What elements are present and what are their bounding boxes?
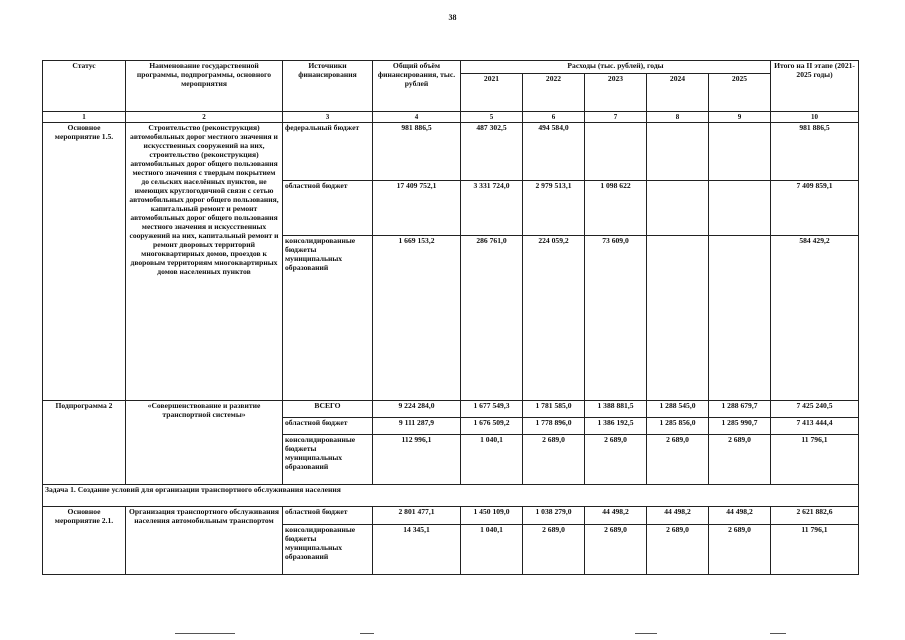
- header-status: Статус: [43, 61, 126, 112]
- cell-year: 44 498,2: [709, 507, 771, 525]
- cell-result: 2 621 882,6: [771, 507, 859, 525]
- cell-year: 2 689,0: [647, 435, 709, 485]
- cell-year: 224 059,2: [523, 236, 585, 401]
- header-year: 2021: [461, 74, 523, 112]
- column-number: 6: [523, 112, 585, 123]
- cell-year: 44 498,2: [647, 507, 709, 525]
- cell-year: 2 689,0: [647, 525, 709, 575]
- cell-year: 3 331 724,0: [461, 181, 523, 236]
- row-source: консолидированные бюджеты муниципальных образований: [283, 435, 373, 485]
- cell-result: 981 886,5: [771, 123, 859, 181]
- cell-total: 9 111 287,9: [373, 418, 461, 435]
- column-number: 9: [709, 112, 771, 123]
- cell-year: 2 689,0: [585, 435, 647, 485]
- cell-total: 981 886,5: [373, 123, 461, 181]
- header-year: 2022: [523, 74, 585, 112]
- cell-year: 494 584,0: [523, 123, 585, 181]
- cell-result: 11 796,1: [771, 435, 859, 485]
- cell-year: 1 285 856,0: [647, 418, 709, 435]
- cell-year: [647, 123, 709, 181]
- table-row: [43, 401, 859, 418]
- cell-result: 11 796,1: [771, 525, 859, 575]
- row-name: Строительство (реконструкция) автомобильных дорог местного значения и искусственных сооружений на них, строительство (реконструкция) автомобильных дорог общего пользования местного значения с твердым покрытием до сельских населённых пунктов, не имеющих круглогодичной связи с сетью автомобильных дорог общего пользования, капитальный ремонт и ремонт автомобильных дорог общего пользования местного значения и искусственных сооружений на них, капитальный ремонт и ремонт дворовых территорий многоквартирных домов, проездов к дворовым территориям многоквартирных домов населенных пунктов: [126, 123, 283, 401]
- header-year: 2025: [709, 74, 771, 112]
- cell-result: 584 429,2: [771, 236, 859, 401]
- cell-year: 2 689,0: [523, 525, 585, 575]
- header-result: Итого на II этапе (2021-2025 годы): [771, 61, 859, 112]
- row-source: консолидированные бюджеты муниципальных образований: [283, 236, 373, 401]
- cell-year: [709, 236, 771, 401]
- cell-result: 7 425 240,5: [771, 401, 859, 418]
- column-number: 5: [461, 112, 523, 123]
- scan-mark: [635, 633, 657, 634]
- header-total: Общий объём финансирования, тыс. рублей: [373, 61, 461, 112]
- cell-result: 7 413 444,4: [771, 418, 859, 435]
- budget-table: [42, 60, 859, 575]
- cell-year: 2 689,0: [523, 435, 585, 485]
- column-number: 4: [373, 112, 461, 123]
- cell-year: 1 040,1: [461, 525, 523, 575]
- cell-result: 7 409 859,1: [771, 181, 859, 236]
- task-title: Задача 1. Создание условий для организации транспортного обслуживания населения: [43, 485, 859, 507]
- cell-year: 2 689,0: [585, 525, 647, 575]
- cell-year: 1 288 545,0: [647, 401, 709, 418]
- cell-year: 1 098 622: [585, 181, 647, 236]
- column-number: 8: [647, 112, 709, 123]
- cell-total: 1 669 153,2: [373, 236, 461, 401]
- row-source: федеральный бюджет: [283, 123, 373, 181]
- header-name: Наименование государственной программы, подпрограммы, основного мероприятия: [126, 61, 283, 112]
- table-row: [43, 507, 859, 525]
- task-row: [43, 485, 859, 507]
- cell-year: [647, 181, 709, 236]
- cell-year: 1 781 585,0: [523, 401, 585, 418]
- column-number: 2: [126, 112, 283, 123]
- row-source: областной бюджет: [283, 181, 373, 236]
- column-number: 10: [771, 112, 859, 123]
- row-name: «Совершенствование и развитие транспортной системы»: [126, 401, 283, 485]
- header-year: 2023: [585, 74, 647, 112]
- cell-total: 2 801 477,1: [373, 507, 461, 525]
- cell-year: [647, 236, 709, 401]
- row-status: Основное мероприятие 1.5.: [43, 123, 126, 401]
- scan-mark: [360, 633, 374, 634]
- cell-total: 112 996,1: [373, 435, 461, 485]
- cell-year: 1 288 679,7: [709, 401, 771, 418]
- row-source: областной бюджет: [283, 507, 373, 525]
- scan-mark: [770, 633, 786, 634]
- cell-year: 487 302,5: [461, 123, 523, 181]
- cell-year: 1 676 509,2: [461, 418, 523, 435]
- cell-year: 1 677 549,3: [461, 401, 523, 418]
- cell-year: [709, 181, 771, 236]
- cell-year: 1 388 881,5: [585, 401, 647, 418]
- cell-year: 1 386 192,5: [585, 418, 647, 435]
- header-sources: Источники финансирования: [283, 61, 373, 112]
- row-name: Организация транспортного обслуживания населения автомобильным транспортом: [126, 507, 283, 575]
- header-year: 2024: [647, 74, 709, 112]
- header-expenses: Расходы (тыс. рублей), годы: [461, 61, 771, 74]
- cell-year: 2 689,0: [709, 435, 771, 485]
- scan-mark: [175, 633, 235, 634]
- row-status: Подпрограмма 2: [43, 401, 126, 485]
- row-source: консолидированные бюджеты муниципальных образований: [283, 525, 373, 575]
- cell-year: 1 040,1: [461, 435, 523, 485]
- cell-year: 1 778 896,0: [523, 418, 585, 435]
- cell-year: 1 285 990,7: [709, 418, 771, 435]
- cell-total: 14 345,1: [373, 525, 461, 575]
- row-source: областной бюджет: [283, 418, 373, 435]
- cell-year: 1 450 109,0: [461, 507, 523, 525]
- table-row: [43, 123, 859, 181]
- column-number: 7: [585, 112, 647, 123]
- cell-year: 1 038 279,0: [523, 507, 585, 525]
- cell-year: [709, 123, 771, 181]
- cell-year: 73 609,0: [585, 236, 647, 401]
- cell-total: 17 409 752,1: [373, 181, 461, 236]
- cell-total: 9 224 284,0: [373, 401, 461, 418]
- row-status: Основное мероприятие 2.1.: [43, 507, 126, 575]
- cell-year: [585, 123, 647, 181]
- page-number: 38: [448, 13, 457, 22]
- column-number: 3: [283, 112, 373, 123]
- scan-edge-marks: [0, 628, 905, 634]
- column-number: 1: [43, 112, 126, 123]
- cell-year: 44 498,2: [585, 507, 647, 525]
- row-source: ВСЕГО: [283, 401, 373, 418]
- cell-year: 286 761,0: [461, 236, 523, 401]
- cell-year: 2 979 513,1: [523, 181, 585, 236]
- cell-year: 2 689,0: [709, 525, 771, 575]
